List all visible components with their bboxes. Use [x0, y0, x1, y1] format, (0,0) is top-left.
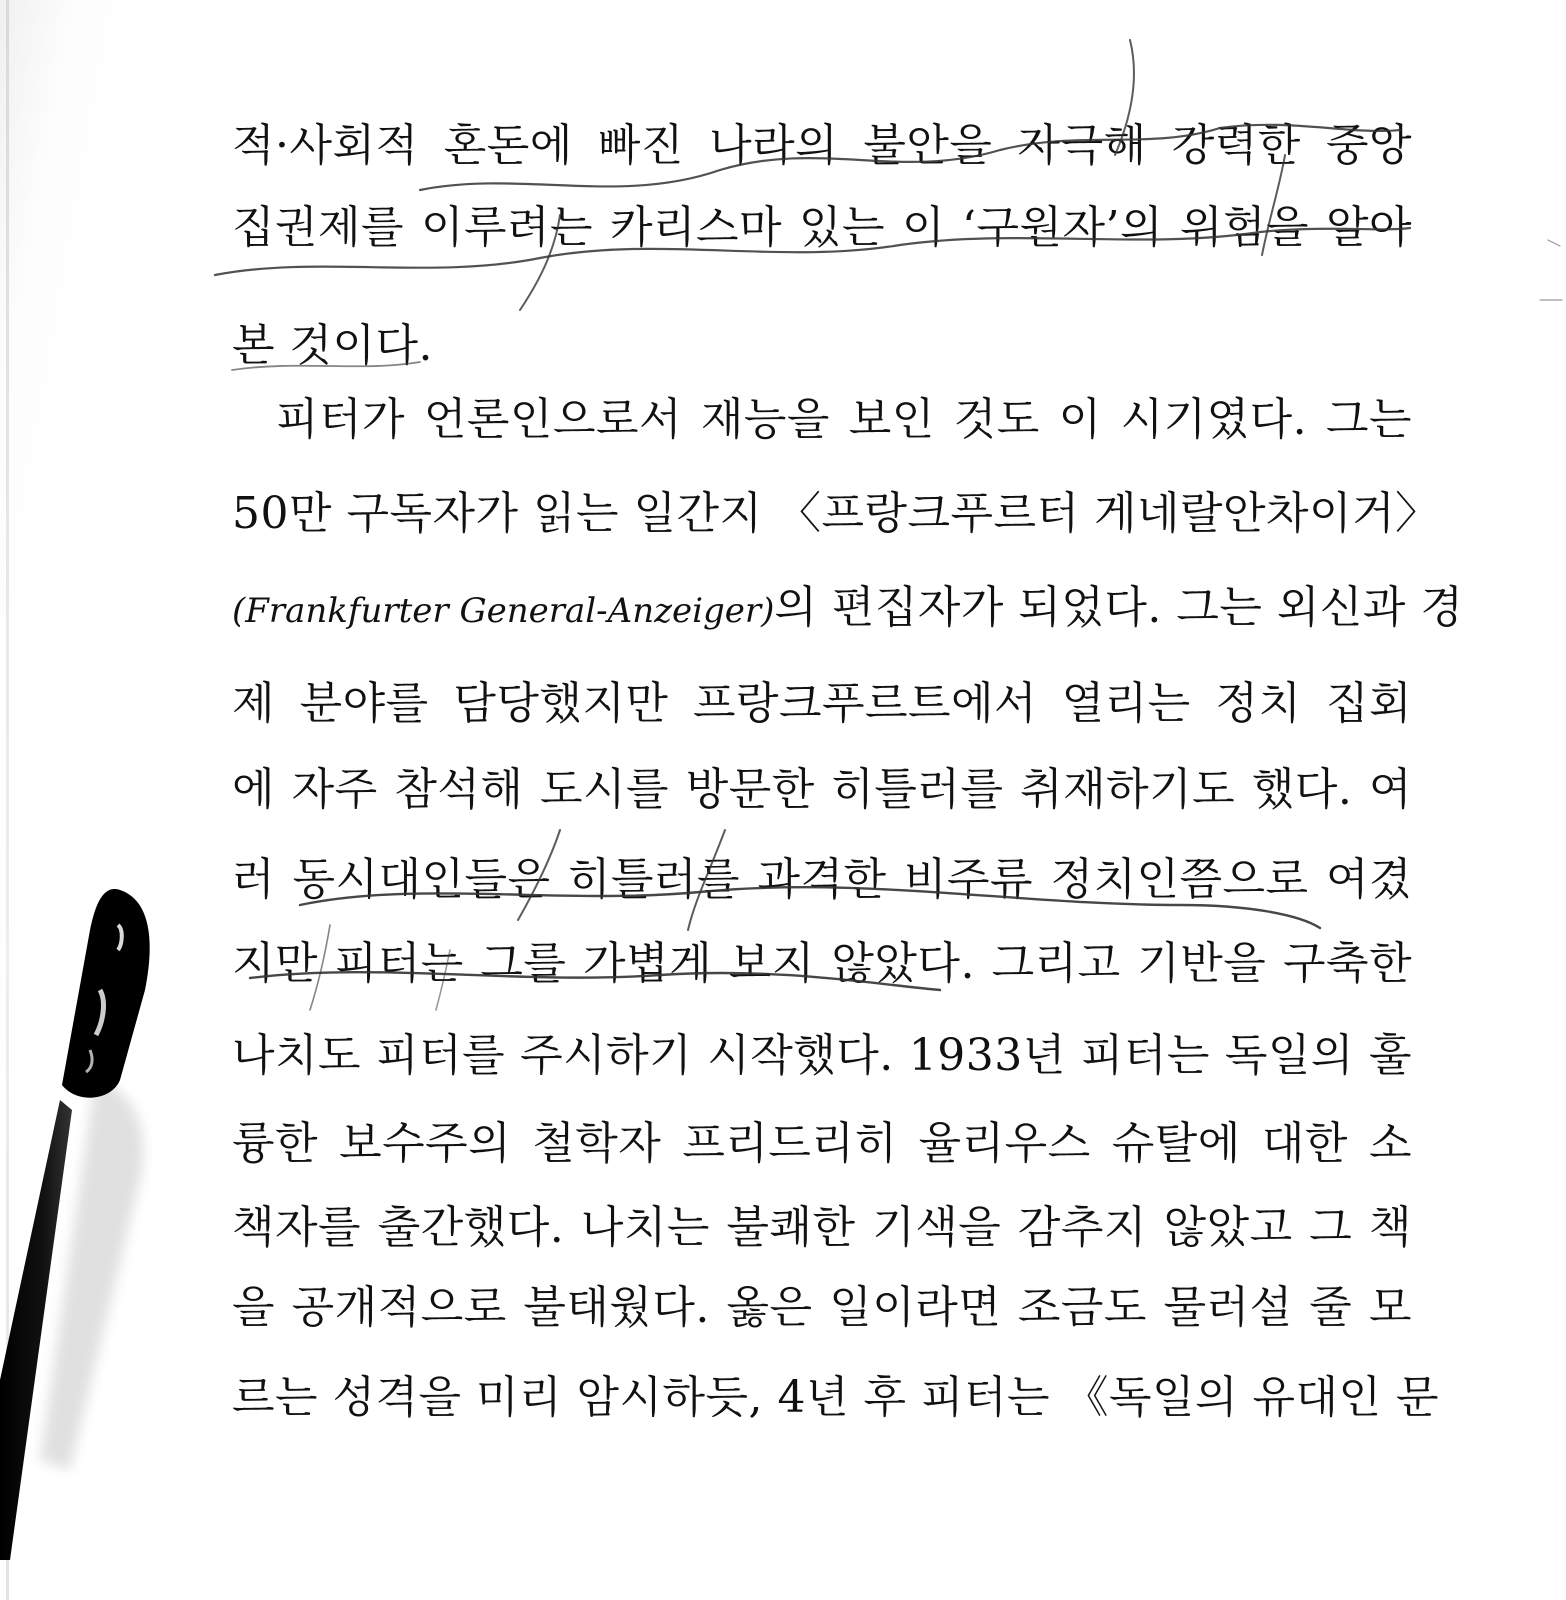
text-line-6 [232, 580, 1463, 639]
text-line-11: 나치도 피터를 주시하기 시작했다. 1933년 피터는 독일의 훌 [232, 1030, 1412, 1081]
text-line-3: 본 것이다. [232, 320, 433, 371]
text-line-1: 적·사회적 혼돈에 빠진 나라의 불안을 자극해 강력한 중앙 [232, 120, 1412, 171]
text-line-15: 르는 성격을 미리 암시하듯, 4년 후 피터는 《독일의 유대인 문 [232, 1372, 1439, 1423]
text-line-7: 제 분야를 담당했지만 프랑크푸르트에서 열리는 정치 집회 [232, 678, 1412, 729]
text-line-8: 에 자주 참석해 도시를 방문한 히틀러를 취재하기도 했다. 여 [232, 764, 1412, 815]
text-line-12: 륭한 보수주의 철학자 프리드리히 율리우스 슈탈에 대한 소 [232, 1118, 1412, 1169]
latin-title: (Frankfurter General-Anzeiger) [232, 591, 775, 631]
text-line-5: 50만 구독자가 읽는 일간지 〈프랑크푸르터 게네랄안차이거〉 [232, 488, 1440, 539]
text-line-4: 피터가 언론인으로서 재능을 보인 것도 이 시기였다. 그는 [276, 394, 1412, 445]
text-line-13: 책자를 출간했다. 나치는 불쾌한 기색을 감추지 않았고 그 책 [232, 1202, 1412, 1253]
text-line-6-rest: 의 편집자가 되었다. 그는 외신과 경 [774, 582, 1464, 633]
text-line-2: 집권제를 이루려는 카리스마 있는 이 ‘구원자’의 위험을 알아 [232, 202, 1412, 253]
text-line-14: 을 공개적으로 불태웠다. 옳은 일이라면 조금도 물러설 줄 모 [232, 1282, 1412, 1333]
text-line-9: 러 동시대인들은 히틀러를 과격한 비주류 정치인쯤으로 여겼 [232, 854, 1412, 905]
text-line-10: 지만 피터는 그를 가볍게 보지 않았다. 그리고 기반을 구축한 [232, 938, 1412, 989]
